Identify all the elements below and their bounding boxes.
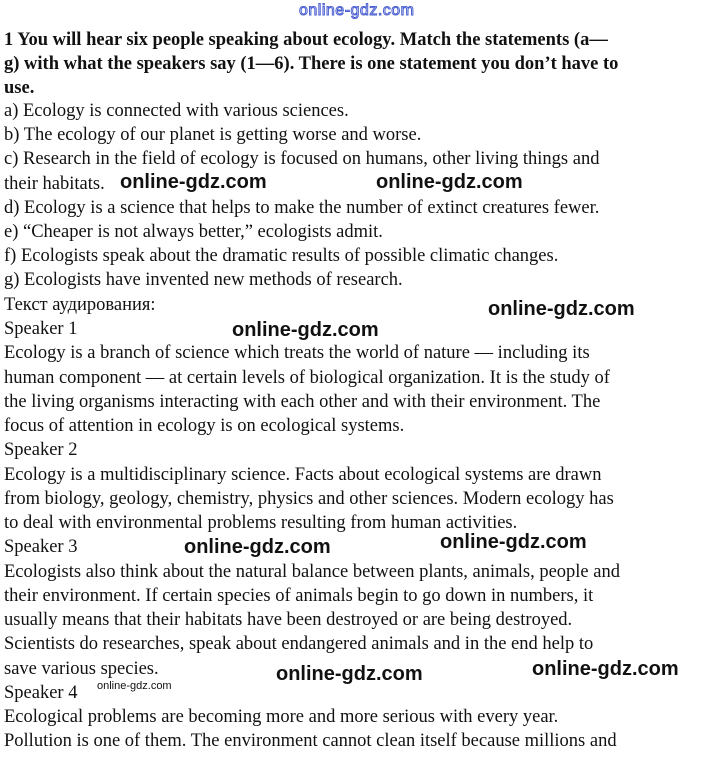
speaker-1-text-line-4: focus of attention in ecology is on ecological systems. <box>4 416 405 436</box>
watermark: online-gdz.com <box>488 298 635 320</box>
task-heading-line-2: g) with what the speakers say (1—6). There is one statement you don’t have to <box>4 54 619 74</box>
watermark-small: online-gdz.com <box>97 680 172 692</box>
speaker-3-text-line-1: Ecologists also think about the natural balance between plants, animals, people and <box>4 562 620 582</box>
statement-f: f) Ecologists speak about the dramatic results of possible climatic changes. <box>4 246 559 266</box>
speaker-1-text-line-3: the living organisms interacting with each other and with their environment. The <box>4 392 601 412</box>
speaker-3-label: Speaker 3 <box>4 537 78 557</box>
watermark: online-gdz.com <box>376 171 523 193</box>
watermark: online-gdz.com <box>232 319 379 341</box>
speaker-4-label: Speaker 4 <box>4 683 78 703</box>
speaker-3-text-line-3: usually means that their habitats have been destroyed or are being destroyed. <box>4 610 573 630</box>
statement-c-line-2: their habitats. <box>4 174 105 194</box>
watermark: online-gdz.com <box>184 536 331 558</box>
task-heading-line-3: use. <box>4 78 35 98</box>
speaker-4-text-line-1: Ecological problems are becoming more and more serious with every year. <box>4 707 559 727</box>
speaker-3-text-line-5: save various species. <box>4 659 159 679</box>
watermark: online-gdz.com <box>276 663 423 685</box>
task-heading-line-1: 1 You will hear six people speaking about ecology. Match the statements (a— <box>4 30 608 50</box>
statement-d: d) Ecology is a science that helps to make the number of extinct creatures fewer. <box>4 198 600 218</box>
speaker-3-text-line-4: Scientists do researches, speak about endangered animals and in the end help to <box>4 634 594 654</box>
statement-g: g) Ecologists have invented new methods of research. <box>4 270 403 290</box>
statement-c-line-1: c) Research in the field of ecology is focused on humans, other living things and <box>4 149 600 169</box>
statement-e: e) “Cheaper is not always better,” ecologists admit. <box>4 222 383 242</box>
speaker-1-label: Speaker 1 <box>4 319 78 339</box>
speaker-2-text-line-2: from biology, geology, chemistry, physics and other sciences. Modern ecology has <box>4 489 614 509</box>
watermark: online-gdz.com <box>440 531 587 553</box>
speaker-4-text-line-2: Pollution is one of them. The environment cannot clean itself because millions and <box>4 731 617 751</box>
statement-b: b) The ecology of our planet is getting worse and worse. <box>4 125 422 145</box>
transcript-heading: Текст аудирования: <box>4 295 156 315</box>
speaker-1-text-line-2: human component — at certain levels of biological organization. It is the study of <box>4 368 610 388</box>
speaker-2-text-line-1: Ecology is a multidisciplinary science. Facts about ecological systems are drawn <box>4 465 602 485</box>
statement-a: a) Ecology is connected with various sciences. <box>4 101 349 121</box>
speaker-2-label: Speaker 2 <box>4 440 78 460</box>
watermark-top: online-gdz.com <box>299 2 415 19</box>
watermark: online-gdz.com <box>120 171 267 193</box>
speaker-2-text-line-3: to deal with environmental problems resulting from human activities. <box>4 513 518 533</box>
speaker-3-text-line-2: their environment. If certain species of animals begin to go down in numbers, it <box>4 586 594 606</box>
watermark: online-gdz.com <box>532 658 679 680</box>
speaker-1-text-line-1: Ecology is a branch of science which treats the world of nature — including its <box>4 343 590 363</box>
